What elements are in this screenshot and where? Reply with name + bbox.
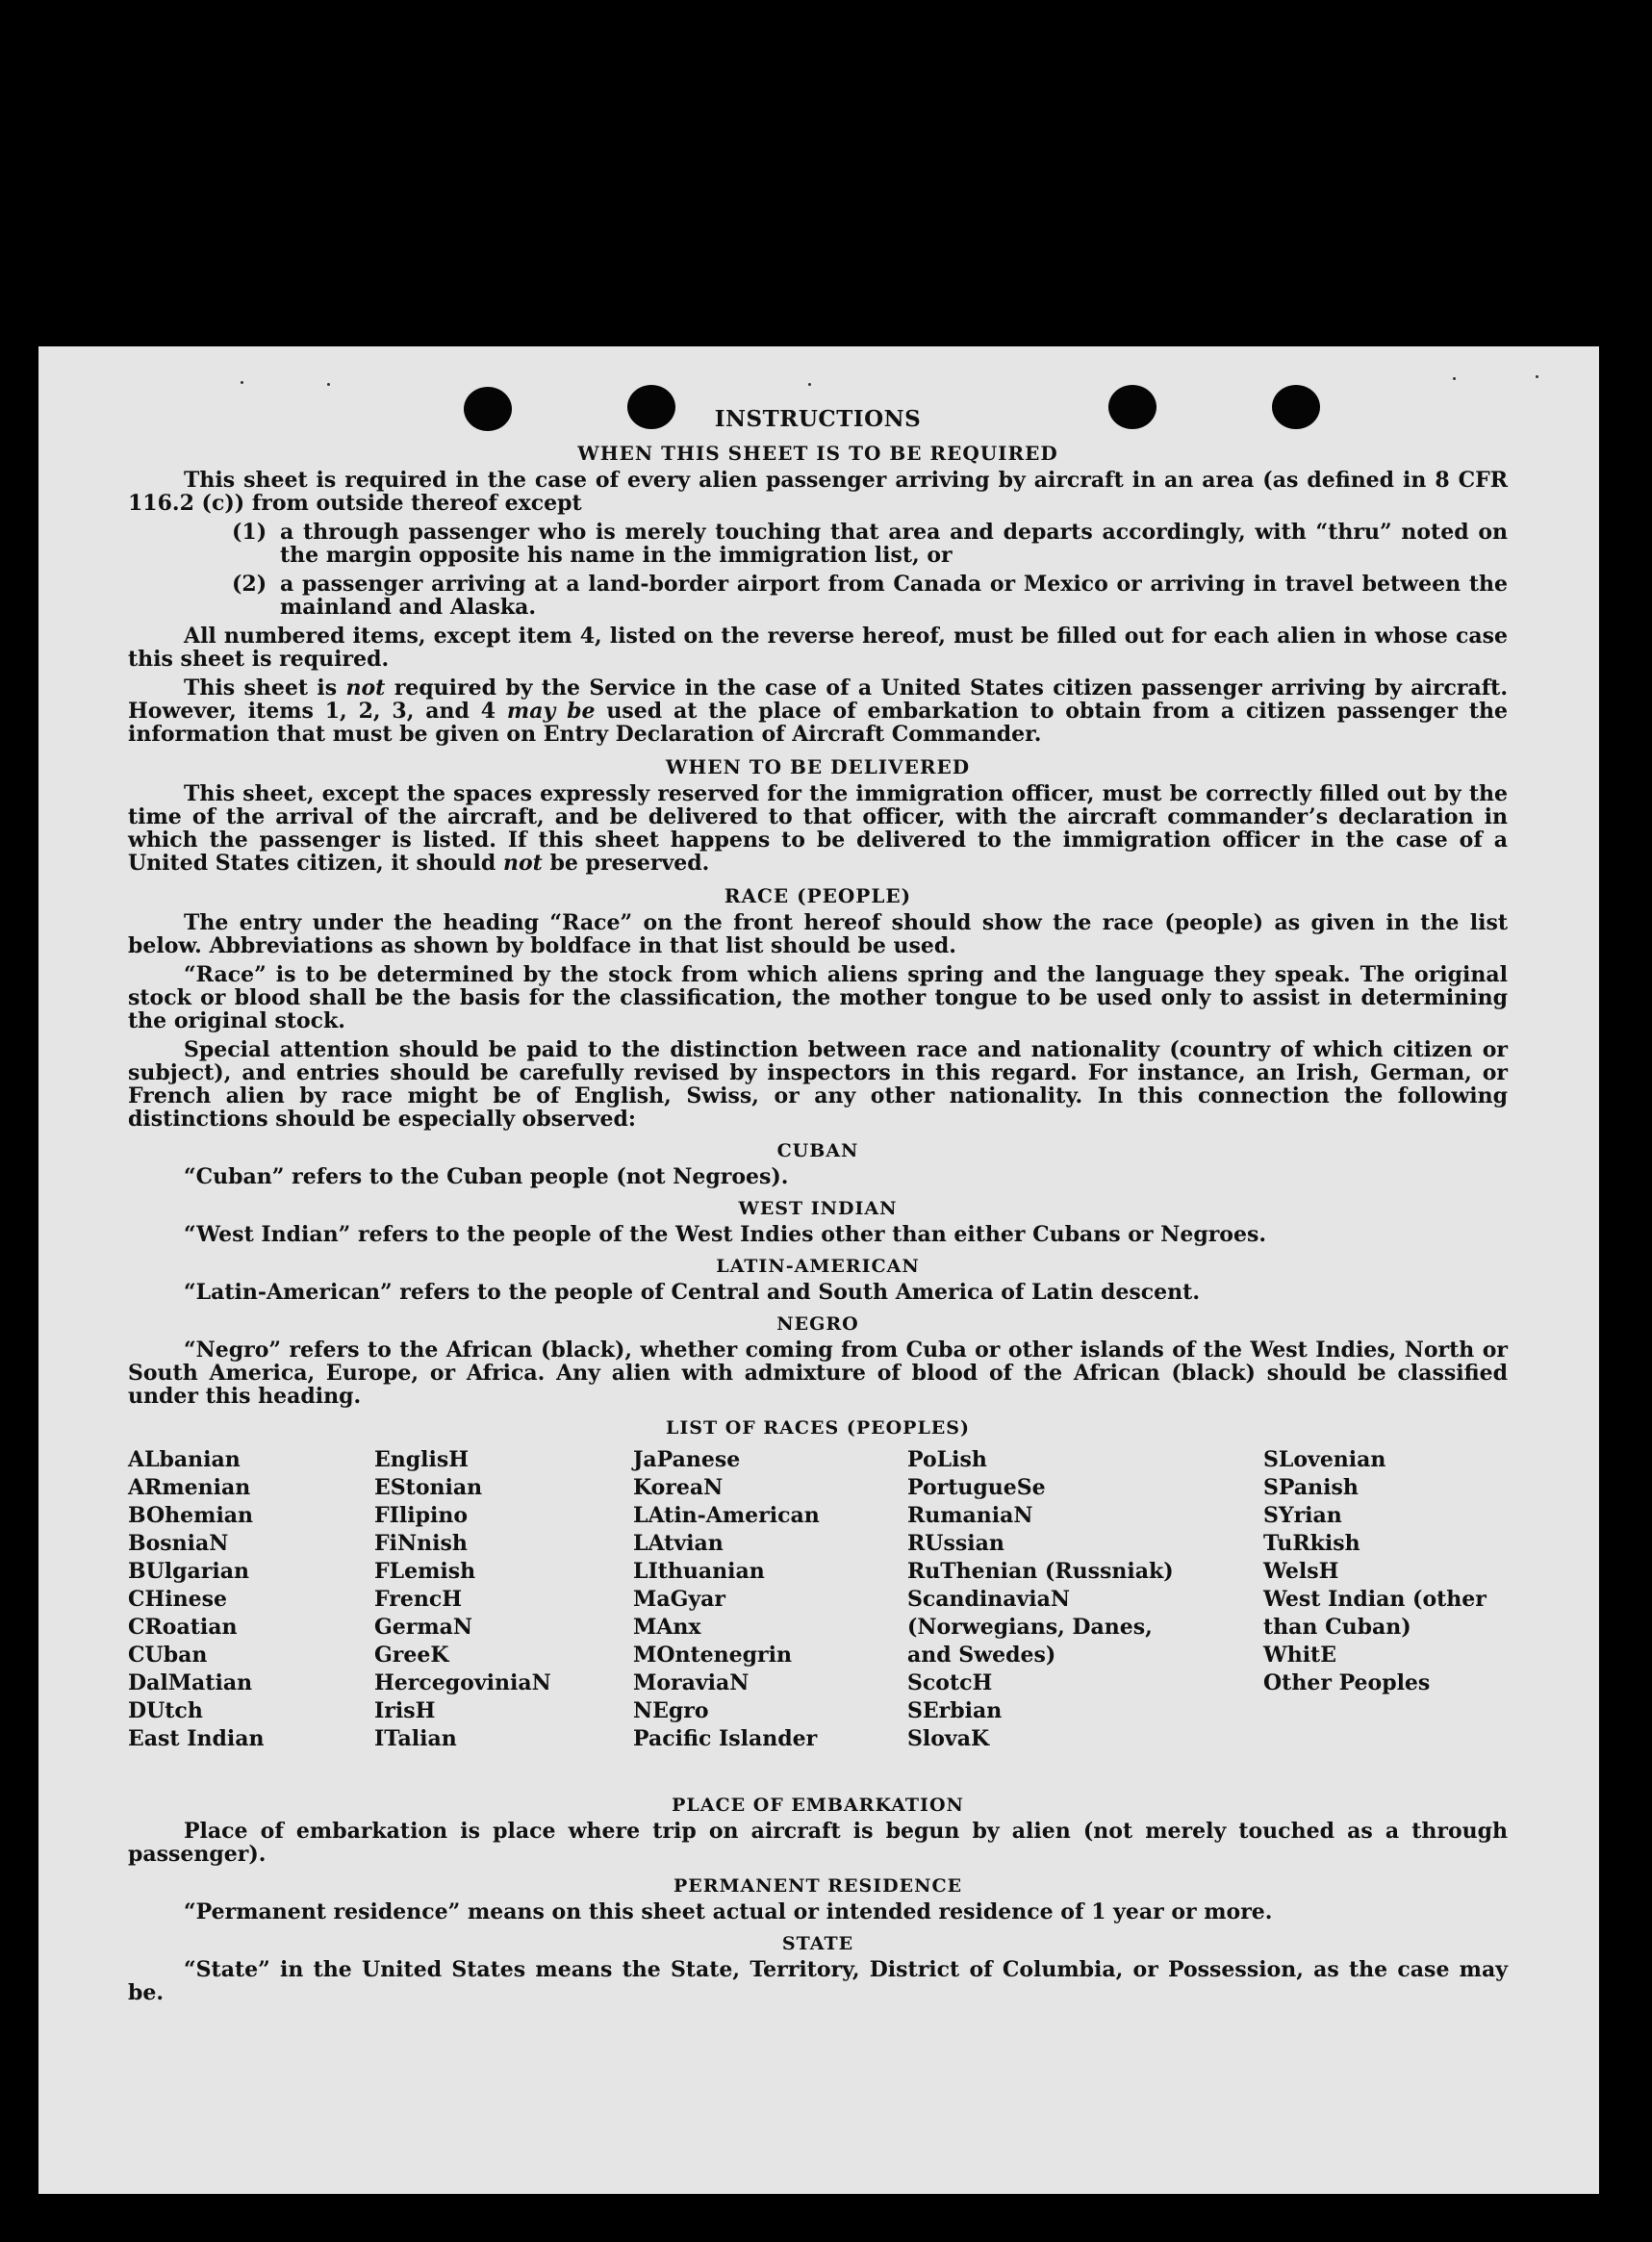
race-item: GermaN [374, 1615, 473, 1640]
italic-run: not [345, 675, 386, 701]
paragraph: “Latin-American” refers to the people of Central and South America of Latin descent. [184, 1280, 1200, 1305]
text-run: This sheet is [184, 675, 346, 701]
heading-west-indian: WEST INDIAN [738, 1198, 898, 1219]
race-item: EStonian [374, 1475, 483, 1500]
paragraph: Special attention should be paid to the distinction between race and nationality (country of which citizen or subject), and entries should be carefully revised by inspectors in this regard. For instance, an Irish, German, or French alien by race might be of English, Swiss, or any other nationality. In this connection the following distinctions should be especially observed: [128, 1037, 1508, 1132]
race-item: East Indian [128, 1726, 265, 1751]
races-column [907, 1446, 1196, 1753]
races-column [374, 1446, 551, 1753]
speck [327, 383, 330, 386]
races-column [128, 1446, 265, 1753]
race-item: FrencH [374, 1587, 462, 1612]
race-item: WelsH [1263, 1559, 1339, 1584]
race-item: MaGyar [633, 1587, 726, 1612]
italic-run: may be [506, 699, 596, 724]
race-item: JaPanese [633, 1447, 741, 1472]
races-column [1263, 1446, 1508, 1697]
race-item: SLovenian [1263, 1447, 1386, 1472]
document-page [38, 346, 1599, 2194]
race-item: SPanish [1263, 1475, 1359, 1500]
race-item: WhitE [1263, 1643, 1336, 1668]
text-run: This sheet, except the spaces expressly reserved for the immigration officer, must be correctly filled out by the time of the arrival of the aircraft, and be delivered to that officer, with the aircraft commander’s declaration in which the passenger is listed. If this sheet happens to be delivered to the immigration officer in the case of a United States citizen, it should [128, 781, 1508, 876]
race-item: CHinese [128, 1587, 228, 1612]
race-item: TuRkish [1263, 1531, 1360, 1556]
race-item: EnglisH [374, 1447, 470, 1472]
heading-race: RACE (PEOPLE) [724, 884, 912, 907]
paragraph: “Cuban” refers to the Cuban people (not Negroes). [184, 1164, 789, 1189]
speck [1453, 377, 1456, 380]
race-item: ARmenian [128, 1475, 251, 1500]
race-item: West Indian (other than Cuban) [1263, 1587, 1487, 1640]
race-item: FIlipino [374, 1503, 469, 1528]
text-run: used at the place of embarkation to obtain from a citizen passenger the information that must be given on Entry Declaration of Aircraft Commander. [128, 699, 1508, 747]
speck [808, 383, 811, 386]
text-run: be preserved. [542, 851, 710, 876]
race-item: ScandinaviaN (Norwegians, Danes, and Swedes) [907, 1587, 1153, 1668]
race-item: RuThenian (Russniak) [907, 1559, 1174, 1584]
italic-run: not [502, 851, 543, 876]
paragraph: “Negro” refers to the African (black), whether coming from Cuba or other islands of the West Indies, North or South America, Europe, or Africa. Any alien with admixture of blood of the African (black) should be classified under this heading. [128, 1338, 1508, 1409]
race-item: BUlgarian [128, 1559, 249, 1584]
race-item: IrisH [374, 1698, 436, 1723]
race-item: MOntenegrin [633, 1643, 792, 1668]
race-item: MAnx [633, 1615, 701, 1640]
heading-latin-american: LATIN-AMERICAN [716, 1256, 920, 1277]
race-item: ITalian [374, 1726, 457, 1751]
race-item: LAtin-American [633, 1503, 820, 1528]
race-item: RUssian [907, 1531, 1004, 1556]
race-item: RumaniaN [907, 1503, 1033, 1528]
races-column [633, 1446, 820, 1753]
heading-cuban: CUBAN [776, 1140, 859, 1161]
race-item: KoreaN [633, 1475, 724, 1500]
race-item: SErbian [907, 1698, 1003, 1723]
races-list [128, 1446, 1508, 1785]
race-item: DalMatian [128, 1670, 253, 1695]
race-item: Other Peoples [1263, 1670, 1431, 1695]
race-item: HercegoviniaN [374, 1670, 551, 1695]
race-item: GreeK [374, 1643, 449, 1668]
list-item [232, 521, 1508, 567]
instructions-content [128, 406, 1508, 2010]
race-item: FiNnish [374, 1531, 468, 1556]
race-item: BosniaN [128, 1531, 229, 1556]
race-item: ScotcH [907, 1670, 993, 1695]
paragraph: “State” in the United States means the State, Territory, District of Columbia, or Possession, as the case may be. [128, 1957, 1508, 2005]
heading-permanent-residence: PERMANENT RESIDENCE [673, 1875, 963, 1897]
race-item: DUtch [128, 1698, 203, 1723]
heading-when-required: WHEN THIS SHEET IS TO BE REQUIRED [577, 442, 1058, 465]
race-item: SYrian [1263, 1503, 1342, 1528]
item-number: (2) [232, 572, 267, 597]
text-run: required by the Service in the case of a United States citizen passenger arriving by aircraft. However, items 1, 2, 3, and 4 [128, 675, 1508, 724]
speck [241, 381, 243, 384]
speck [1536, 375, 1538, 378]
race-item: MoraviaN [633, 1670, 750, 1695]
paragraph: “Permanent residence” means on this sheet actual or intended residence of 1 year or more. [184, 1899, 1273, 1924]
heading-negro: NEGRO [776, 1313, 859, 1335]
paragraph [128, 782, 1508, 875]
race-item: FLemish [374, 1559, 476, 1584]
heading-list-of-races: LIST OF RACES (PEOPLES) [666, 1417, 970, 1439]
race-item: ALbanian [128, 1447, 241, 1472]
paragraph: Place of embarkation is place where trip on aircraft is begun by alien (not merely touched as a through passenger). [128, 1819, 1508, 1867]
paragraph: All numbered items, except item 4, listed on the reverse hereof, must be filled out for each alien in whose case this sheet is required. [128, 624, 1508, 672]
race-item: PortugueSe [907, 1475, 1046, 1500]
heading-place-of-embarkation: PLACE OF EMBARKATION [672, 1795, 964, 1816]
race-item: LIthuanian [633, 1559, 765, 1584]
race-item: PoLish [907, 1447, 987, 1472]
heading-state: STATE [781, 1933, 854, 1954]
paragraph [128, 676, 1508, 746]
race-item: NEgro [633, 1698, 709, 1723]
item-number: (1) [232, 520, 267, 545]
race-item: CUban [128, 1643, 208, 1668]
paragraph: “West Indian” refers to the people of the West Indies other than either Cubans or Negroes. [184, 1222, 1267, 1247]
item-text: a through passenger who is merely touching that area and departs accordingly, with “thru” noted on the margin opposite his name in the immigration list, or [280, 520, 1508, 568]
paragraph: “Race” is to be determined by the stock from which aliens spring and the language they speak. The original stock or blood shall be the basis for the classification, the mother tongue to be used only to assist in determining the original stock. [128, 962, 1508, 1033]
item-text: a passenger arriving at a land-border airport from Canada or Mexico or arriving in travel between the mainland and Alaska. [280, 572, 1508, 620]
race-item: Pacific Islander [633, 1726, 818, 1751]
race-item: BOhemian [128, 1503, 254, 1528]
page-title: INSTRUCTIONS [714, 406, 922, 432]
race-item: CRoatian [128, 1615, 238, 1640]
paragraph: This sheet is required in the case of every alien passenger arriving by aircraft in an area (as defined in 8 CFR 116.2 (c)) from outside thereof except [128, 468, 1508, 516]
race-item: LAtvian [633, 1531, 724, 1556]
paragraph: The entry under the heading “Race” on the front hereof should show the race (people) as given in the list below. Abbreviations as shown by boldface in that list should be used. [128, 910, 1508, 958]
list-item [232, 573, 1508, 619]
race-item: SlovaK [907, 1726, 990, 1751]
heading-when-delivered: WHEN TO BE DELIVERED [665, 755, 971, 778]
